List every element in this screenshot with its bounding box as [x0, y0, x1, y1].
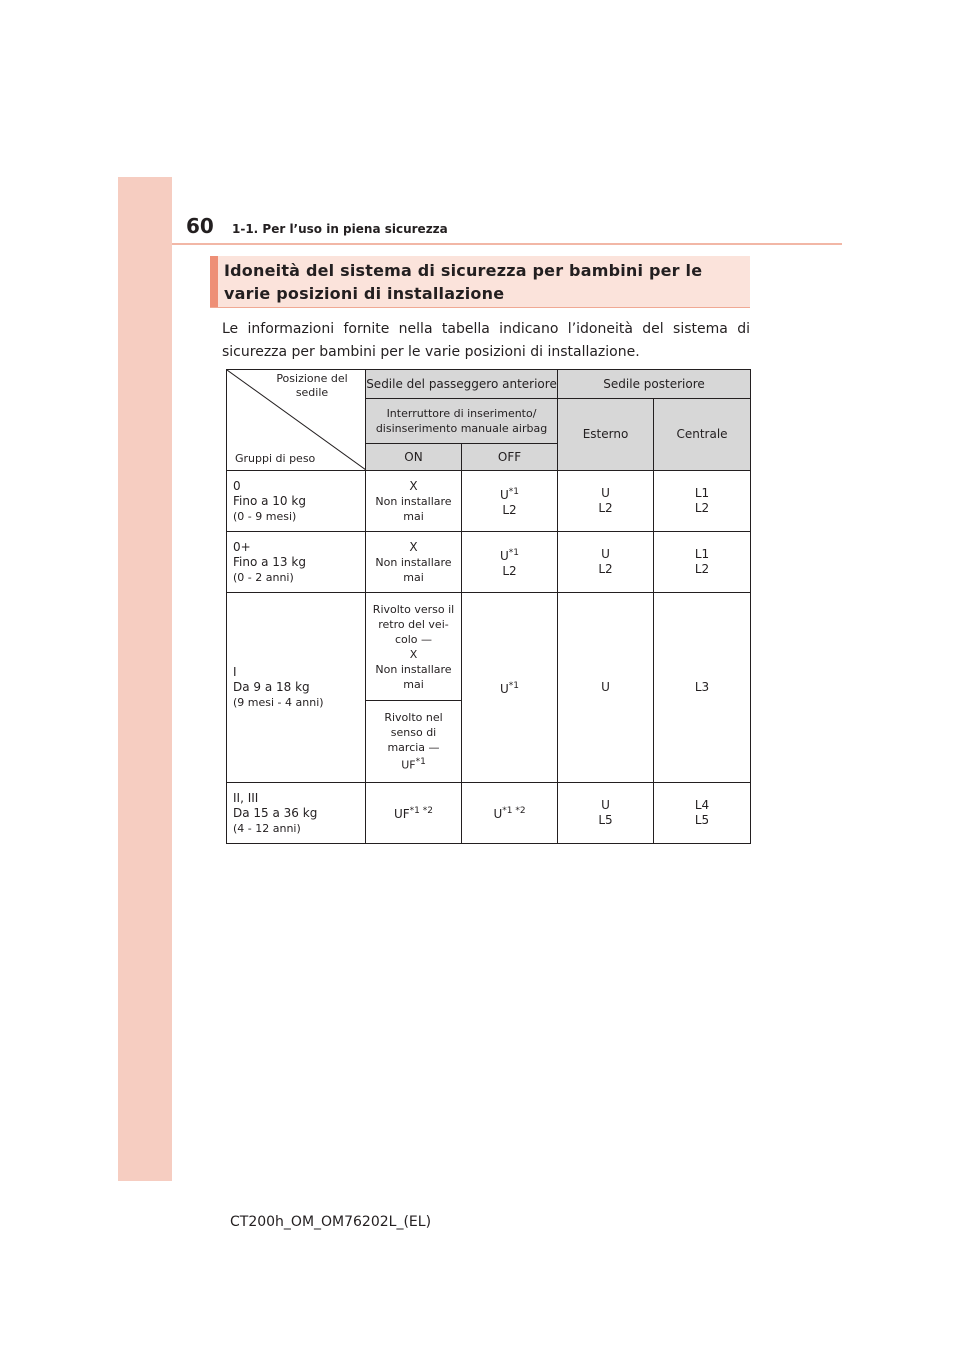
header-on: ON — [366, 444, 462, 471]
rear-outer-cell: U L5 — [558, 783, 654, 844]
header-airbag-switch: Interruttore di inserimento/ disinserimento manuale airbag — [366, 399, 558, 444]
group-cell: 0+ Fino a 13 kg (0 - 2 anni) — [227, 532, 366, 593]
rear-outer-cell: U L2 — [558, 471, 654, 532]
rear-center-cell: L1 L2 — [654, 471, 751, 532]
header-front-seat: Sedile del passeggero anteriore — [366, 370, 558, 399]
corner-weight-group-label: Gruppi di peso — [235, 452, 316, 465]
group-cell: I Da 9 a 18 kg (9 mesi - 4 anni) — [227, 593, 366, 783]
group-cell: II, III Da 15 a 36 kg (4 - 12 anni) — [227, 783, 366, 844]
suitability-table — [226, 369, 751, 844]
rear-center-cell: L1 L2 — [654, 532, 751, 593]
intro-paragraph: Le informazioni fornite nella tabella indicano l’idoneità del sistema di sicurezza per bambini per le varie posizioni di installazione. — [222, 321, 750, 360]
rear-center-cell: L4 L5 — [654, 783, 751, 844]
header-rule — [172, 243, 842, 245]
table-row — [227, 593, 751, 701]
table-row — [227, 783, 751, 844]
front-on-rearward-cell: Rivolto verso il retro del vei- colo — X Non installare mai — [366, 593, 462, 701]
front-off-cell: U$^{*1 *2}$ — [462, 783, 558, 844]
heading-accent-bar — [210, 256, 218, 307]
sidebar-tab — [118, 177, 172, 1181]
header-rear-seat: Sedile posteriore — [558, 370, 751, 399]
front-on-cell: X Non installare mai — [366, 471, 462, 532]
rear-center-cell: L3 — [654, 593, 751, 783]
front-on-cell: UF$^{*1 *2}$ — [366, 783, 462, 844]
rear-outer-cell: U L2 — [558, 532, 654, 593]
front-on-cell: X Non installare mai — [366, 532, 462, 593]
corner-seat-position-label: Posizione del sedile — [276, 372, 348, 399]
header-outer: Esterno — [558, 399, 654, 471]
header-off: OFF — [462, 444, 558, 471]
breadcrumb: 1-1. Per l’uso in piena sicurezza — [232, 222, 448, 236]
section-heading — [210, 256, 750, 308]
front-on-forward-cell: Rivolto nel senso di marcia — UF$^{*1}$ — [366, 701, 462, 783]
page-number: 60 — [186, 214, 214, 238]
table-row — [227, 471, 751, 532]
table-corner-cell — [227, 370, 366, 471]
front-off-cell: U$^{*1}$ L2 — [462, 532, 558, 593]
rear-outer-cell: U — [558, 593, 654, 783]
front-off-cell: U$^{*1}$ — [462, 593, 558, 783]
front-off-cell: U$^{*1}$ L2 — [462, 471, 558, 532]
group-cell: 0 Fino a 10 kg (0 - 9 mesi) — [227, 471, 366, 532]
footer-document-code: CT200h_OM_OM76202L_(EL) — [230, 1214, 432, 1230]
section-title: Idoneità del sistema di sicurezza per bambini per le varie posizioni di installazione — [224, 261, 703, 303]
header-center: Centrale — [654, 399, 751, 471]
table-row — [227, 532, 751, 593]
